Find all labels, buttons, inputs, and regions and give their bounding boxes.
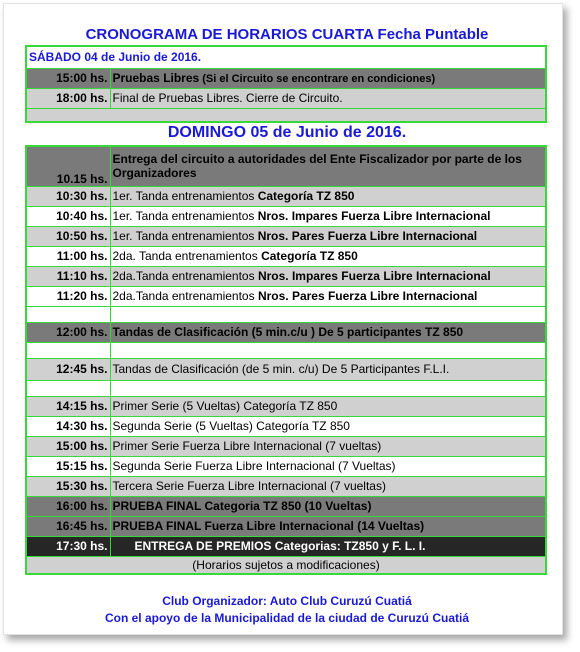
table-row [26,380,546,396]
row-description [110,226,546,246]
row-time: 15:15 hs. [26,456,110,476]
row-description: Primer Serie (5 Vueltas) Categoría TZ 850 [110,396,546,416]
blank-cell [110,306,546,322]
row-bold-text: Nros. Impares Fuerza Libre Internacional [257,269,491,283]
row-description: Entrega del circuito a autoridades del Ente Fiscalizador por parte de los Organizadores [110,146,546,186]
table-row [26,456,546,476]
table-row [26,358,546,380]
row-time: 12:00 hs. [26,322,110,342]
row-description [110,286,546,306]
row-time: 18:00 hs. [26,88,110,108]
blank-cell [110,342,546,358]
row-bold-text: Nros. Impares Fuerza Libre Internacional [257,209,491,223]
row-bold-text: Categoría TZ 850 [257,189,355,203]
table-row [26,396,546,416]
table-row [26,516,546,536]
row-time: 14:15 hs. [26,396,110,416]
blank-cell [110,380,546,396]
table-row [26,436,546,456]
schedule-note: (Horarios sujetos a modificaciones) [26,556,546,574]
row-description: Primer Serie Fuerza Libre Internacional (7 vueltas) [110,436,546,456]
row-description: Segunda Serie Fuerza Libre Internacional (7 Vueltas) [110,456,546,476]
table-row [26,286,546,306]
row-description [110,186,546,206]
sunday-heading: DOMINGO 05 de Junio de 2016. [167,124,407,141]
row-description: Tandas de Clasificación (5 min.c/u ) De 5 participantes TZ 850 [110,322,546,342]
row-text: (10 Vueltas) [301,499,372,513]
row-description: ENTREGA DE PREMIOS Categorias: TZ850 y F. L. I. [110,536,546,556]
table-row [26,476,546,496]
table-row [26,146,546,186]
row-bold-text: Nros. Pares Fuerza Libre Internacional [257,229,478,243]
saturday-heading: SÁBADO 04 de Junio de 2016. [26,46,546,68]
blank-cell [26,306,110,322]
blank-cell [26,108,546,122]
row-time: 10.15 hs. [26,146,110,186]
table-row [26,108,546,122]
row-description [110,68,546,88]
row-time: 15:30 hs. [26,476,110,496]
row-description [110,266,546,286]
row-description [110,516,546,536]
row-bold-text: Pruebas Libres [112,70,200,85]
row-text: (14 Vueltas) [353,519,425,533]
row-text: (Si el Circuito se encontrare en condiciones) [199,72,436,85]
table-row [26,226,546,246]
row-time: 10:30 hs. [26,186,110,206]
row-text: 2da.Tanda entrenamientos [112,269,258,283]
table-row [26,496,546,516]
table-row [26,416,546,436]
table-row [26,88,546,108]
row-description: Final de Pruebas Libres. Cierre de Circuito. [110,88,546,108]
table-row [26,536,546,556]
table-row [26,186,546,206]
row-description: Tandas de Clasificación (de 5 min. c/u) De 5 Participantes F.L.I. [110,358,546,380]
blank-cell [26,380,110,396]
saturday-schedule-table [25,45,547,123]
row-time: 16:45 hs. [26,516,110,536]
row-description [110,206,546,226]
row-time: 11:20 hs. [26,286,110,306]
row-time: 11:00 hs. [26,246,110,266]
table-row [26,266,546,286]
row-time: 10:40 hs. [26,206,110,226]
row-time: 10:50 hs. [26,226,110,246]
table-row [26,556,546,574]
table-row [26,68,546,88]
row-bold-text: PRUEBA FINAL Categoria TZ 850 [112,499,302,513]
table-row [26,306,546,322]
row-bold-text: PRUEBA FINAL Fuerza Libre Internacional [112,519,354,533]
row-text: 1er. Tanda entrenamientos [112,229,258,243]
row-time: 14:30 hs. [26,416,110,436]
table-row [26,322,546,342]
document-page [3,3,563,635]
row-text: 1er. Tanda entrenamientos [112,209,258,223]
row-description: Tercera Serie Fuerza Libre Internacional (7 vueltas) [110,476,546,496]
row-time: 16:00 hs. [26,496,110,516]
table-row [26,342,546,358]
organizer-line-2: Con el apoyo de la Municipalidad de la ciudad de Curuzú Cuatiá [104,611,470,625]
row-description: Segunda Serie (5 Vueltas) Categoría TZ 850 [110,416,546,436]
table-row [26,246,546,266]
document-title: CRONOGRAMA DE HORARIOS CUARTA Fecha Puntable [85,26,489,43]
row-bold-text: Categoría TZ 850 [261,249,358,263]
row-description [110,246,546,266]
table-row [26,206,546,226]
row-bold-text: Nros. Pares Fuerza Libre Internacional [257,289,478,303]
row-time: 15:00 hs. [26,436,110,456]
row-time: 12:45 hs. [26,358,110,380]
row-text: 2da. Tanda entrenamientos [112,249,262,263]
row-time: 15:00 hs. [26,68,110,88]
row-description [110,496,546,516]
sunday-schedule-table [25,145,547,575]
row-time: 17:30 hs. [26,536,110,556]
blank-cell [26,342,110,358]
organizer-line-1: Club Organizador: Auto Club Curuzú Cuatiá [162,594,412,608]
row-time: 11:10 hs. [26,266,110,286]
row-text: 2da.Tanda entrenamientos [112,289,258,303]
row-text: 1er. Tanda entrenamientos [112,189,258,203]
